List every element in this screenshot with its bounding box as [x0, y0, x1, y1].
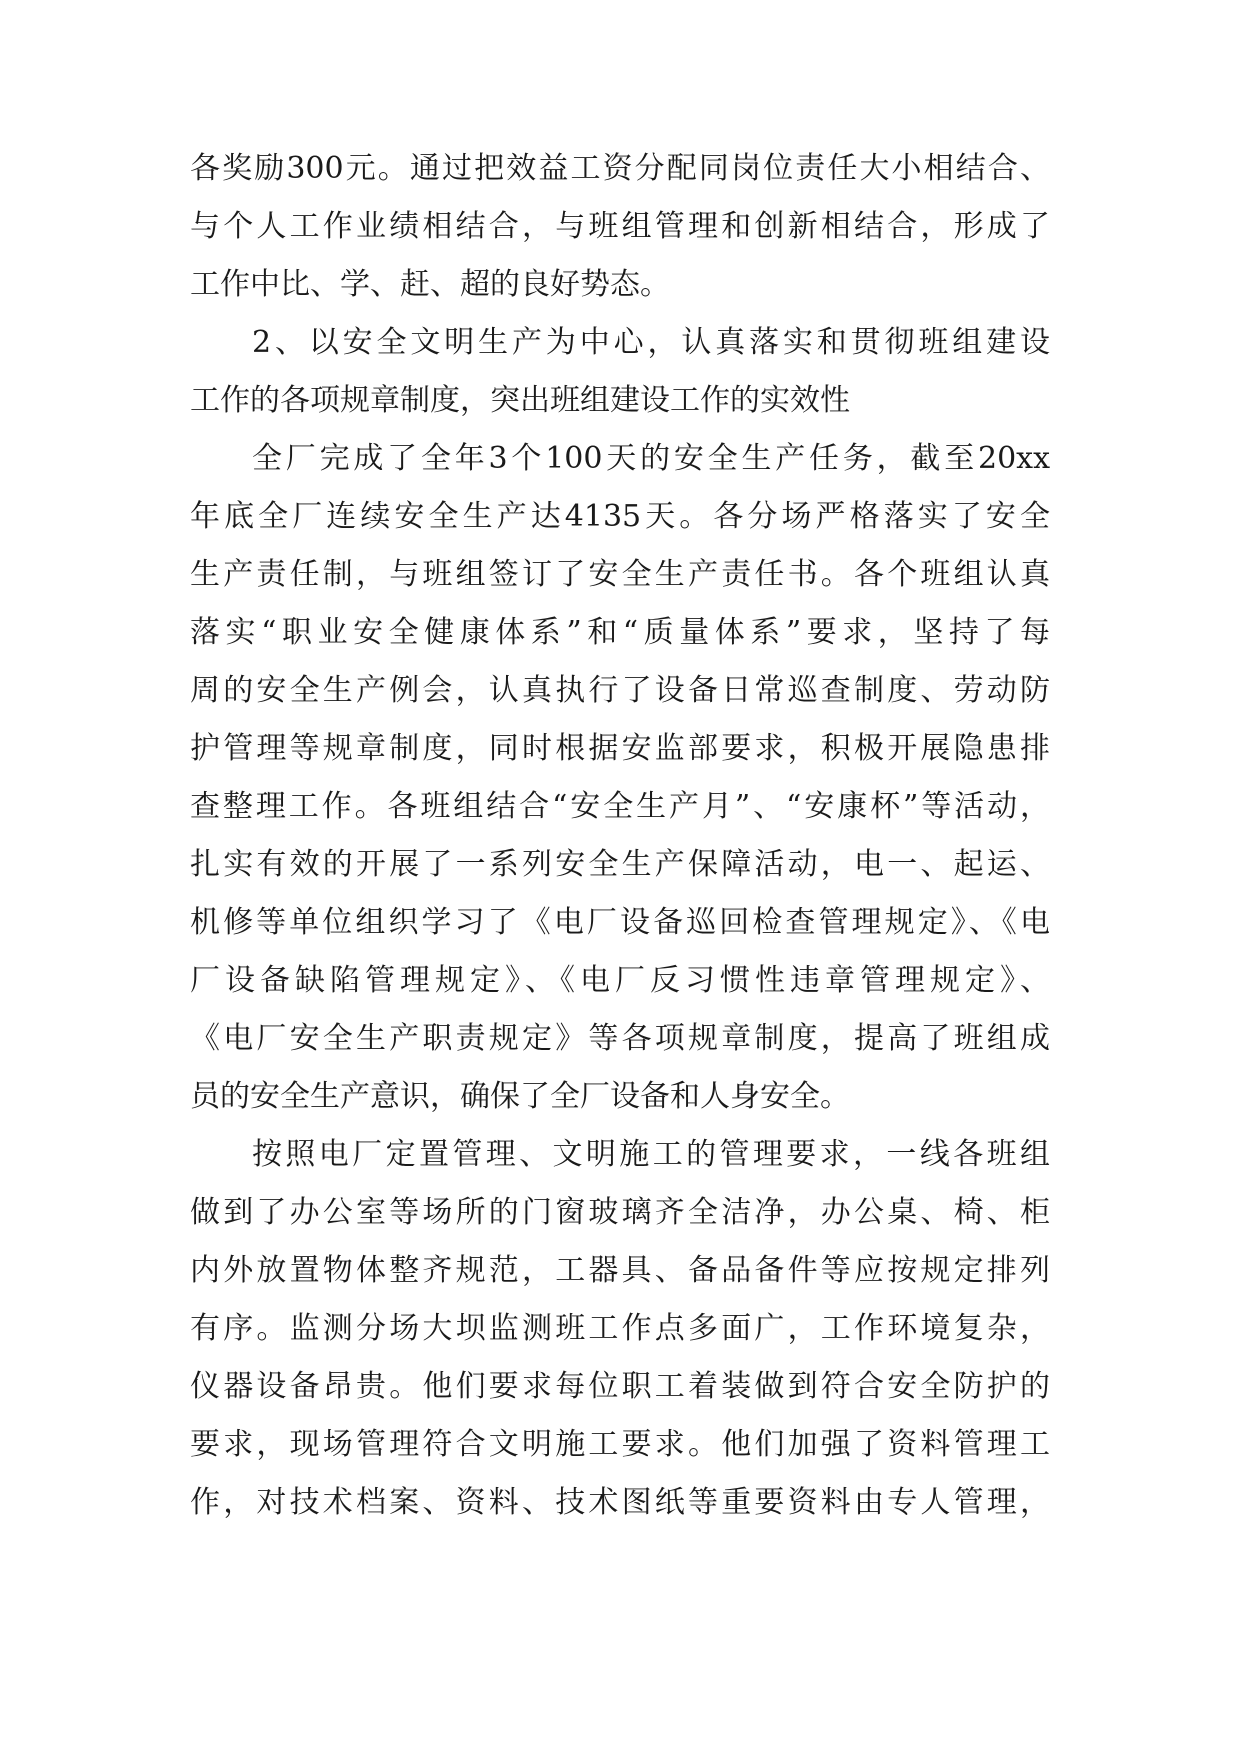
text-line: 要求，现场管理符合文明施工要求。他们加强了资料管理工 — [190, 1427, 1050, 1462]
text-line: 护管理等规章制度，同时根据安监部要求，积极开展隐患排 — [190, 731, 1050, 766]
text-line: 落实“职业安全健康体系”和“质量体系”要求，坚持了每 — [190, 615, 1050, 650]
text-line: 2、以安全文明生产为中心，认真落实和贯彻班组建设 — [252, 325, 1050, 360]
text-line: 各奖励300元。通过把效益工资分配同岗位责任大小相结合、 — [190, 151, 1050, 186]
text-line: 内外放置物体整齐规范，工器具、备品备件等应按规定排列 — [190, 1253, 1050, 1288]
text-line: 工作的各项规章制度，突出班组建设工作的实效性 — [190, 383, 850, 418]
text-line: 员的安全生产意识，确保了全厂设备和人身安全。 — [190, 1079, 850, 1114]
text-line: 《电厂安全生产职责规定》等各项规章制度，提高了班组成 — [190, 1021, 1050, 1056]
text-line: 做到了办公室等场所的门窗玻璃齐全洁净，办公桌、椅、柜 — [190, 1195, 1050, 1230]
text-line: 生产责任制，与班组签订了安全生产责任书。各个班组认真 — [190, 557, 1050, 592]
text-line: 厂设备缺陷管理规定》、《电厂反习惯性违章管理规定》、 — [190, 963, 1050, 998]
text-line: 扎实有效的开展了一系列安全生产保障活动，电一、起运、 — [190, 847, 1050, 882]
body-text — [190, 140, 1050, 1532]
text-line: 年底全厂连续安全生产达4135天。各分场严格落实了安全 — [190, 499, 1050, 534]
text-line: 按照电厂定置管理、文明施工的管理要求，一线各班组 — [252, 1137, 1050, 1172]
text-line: 查整理工作。各班组结合“安全生产月”、“安康杯”等活动， — [190, 789, 1050, 824]
text-line: 工作中比、学、赶、超的良好势态。 — [190, 267, 670, 302]
text-line: 全厂完成了全年3个100天的安全生产任务，截至20xx — [252, 441, 1050, 476]
text-line: 周的安全生产例会，认真执行了设备日常巡查制度、劳动防 — [190, 673, 1050, 708]
text-line: 仪器设备昂贵。他们要求每位职工着装做到符合安全防护的 — [190, 1369, 1050, 1404]
text-line: 与个人工作业绩相结合，与班组管理和创新相结合，形成了 — [190, 209, 1050, 244]
text-line: 作，对技术档案、资料、技术图纸等重要资料由专人管理， — [190, 1485, 1050, 1520]
text-line: 有序。监测分场大坝监测班工作点多面广，工作环境复杂， — [190, 1311, 1050, 1346]
text-line: 机修等单位组织学习了《电厂设备巡回检查管理规定》、《电 — [190, 905, 1050, 940]
